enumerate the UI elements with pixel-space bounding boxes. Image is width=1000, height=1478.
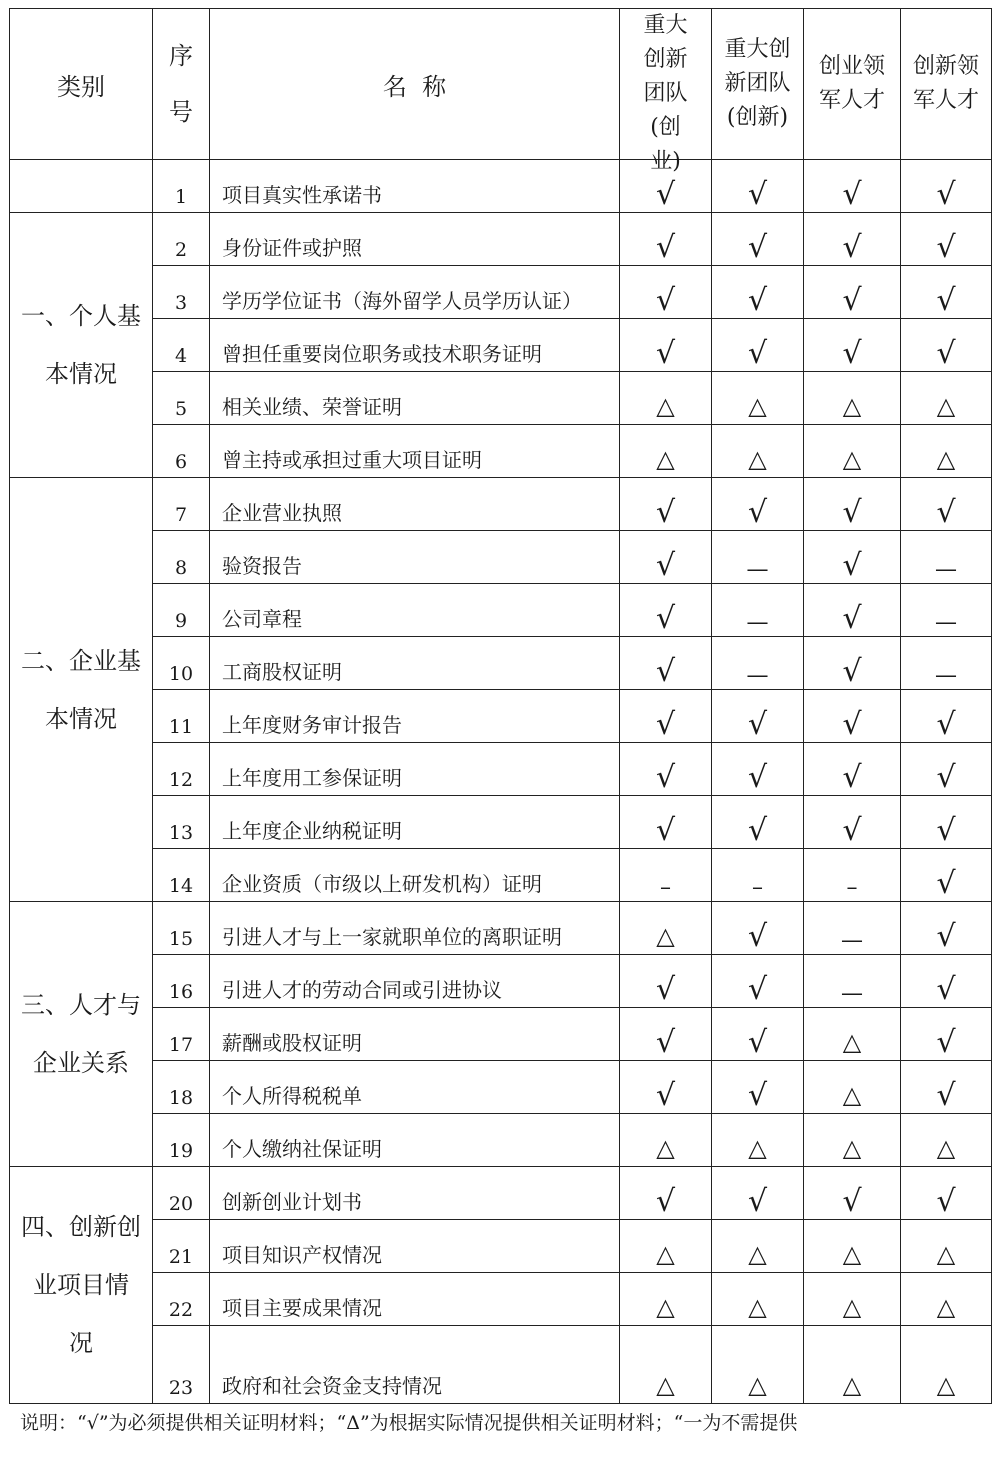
table-row (10, 213, 992, 266)
required-check-mark: √ (712, 319, 804, 372)
required-check-mark: √ (901, 690, 992, 743)
required-check-mark: √ (620, 531, 712, 584)
table-row (10, 849, 992, 902)
document-name: 引进人才的劳动合同或引进协议 (210, 955, 620, 1008)
not-required-dash-mark: — (712, 584, 804, 637)
row-number: 2 (153, 213, 210, 266)
header-line: 军人才 (818, 88, 885, 113)
document-name: 工商股权证明 (210, 637, 620, 690)
optional-triangle-mark: △ (620, 425, 712, 478)
row-number: 22 (153, 1273, 210, 1326)
table-row (10, 1008, 992, 1061)
header-number (153, 9, 210, 160)
required-check-mark: √ (620, 584, 712, 637)
row-number: 8 (153, 531, 210, 584)
header-line: (创 (650, 115, 681, 140)
row-number: 1 (153, 160, 210, 213)
required-check-mark: √ (901, 478, 992, 531)
required-check-mark: √ (901, 266, 992, 319)
optional-triangle-mark: △ (712, 1220, 804, 1273)
category-cell (10, 478, 153, 902)
required-check-mark: √ (712, 743, 804, 796)
document-name: 个人所得税税单 (210, 1061, 620, 1114)
header-number-line: 号 (169, 98, 193, 126)
table-row (10, 1326, 992, 1404)
header-category: 类别 (10, 9, 153, 160)
row-number: 5 (153, 372, 210, 425)
document-name: 曾主持或承担过重大项目证明 (210, 425, 620, 478)
table-row (10, 902, 992, 955)
required-check-mark: √ (620, 213, 712, 266)
required-check-mark: √ (620, 690, 712, 743)
table-row (10, 425, 992, 478)
row-number: 12 (153, 743, 210, 796)
document-name: 企业营业执照 (210, 478, 620, 531)
document-name: 验资报告 (210, 531, 620, 584)
header-line: 创新领 (912, 54, 979, 79)
header-line: 业) (650, 149, 681, 174)
document-name: 创新创业计划书 (210, 1167, 620, 1220)
required-check-mark: √ (901, 1167, 992, 1220)
required-check-mark: √ (901, 902, 992, 955)
optional-triangle-mark: △ (712, 1273, 804, 1326)
optional-triangle-mark: △ (901, 425, 992, 478)
required-check-mark: √ (901, 1008, 992, 1061)
required-check-mark: √ (620, 1167, 712, 1220)
not-required-dash-mark: — (804, 955, 901, 1008)
not-required-dash-mark: – (620, 849, 712, 902)
required-check-mark: √ (712, 1061, 804, 1114)
required-check-mark: √ (804, 690, 901, 743)
table-row (10, 160, 992, 213)
not-required-dash-mark: — (901, 584, 992, 637)
table-row (10, 637, 992, 690)
optional-triangle-mark: △ (804, 1061, 901, 1114)
optional-triangle-mark: △ (901, 1273, 992, 1326)
optional-triangle-mark: △ (712, 425, 804, 478)
not-required-dash-mark: — (901, 531, 992, 584)
required-check-mark: √ (712, 266, 804, 319)
document-name: 个人缴纳社保证明 (210, 1114, 620, 1167)
row-number: 23 (153, 1326, 210, 1404)
required-check-mark: √ (620, 1061, 712, 1114)
required-check-mark: √ (712, 796, 804, 849)
table-row (10, 690, 992, 743)
required-check-mark: √ (804, 478, 901, 531)
optional-triangle-mark: △ (620, 1273, 712, 1326)
document-name: 上年度企业纳税证明 (210, 796, 620, 849)
document-name: 曾担任重要岗位职务或技术职务证明 (210, 319, 620, 372)
header-line: 新团队 (724, 71, 791, 96)
optional-triangle-mark: △ (804, 1326, 901, 1404)
optional-triangle-mark: △ (901, 1114, 992, 1167)
header-line: 军人才 (912, 88, 979, 113)
header-major-team-startup (620, 9, 712, 174)
required-check-mark: √ (901, 319, 992, 372)
required-check-mark: √ (901, 955, 992, 1008)
row-number: 21 (153, 1220, 210, 1273)
required-check-mark: √ (804, 531, 901, 584)
table-row (10, 266, 992, 319)
required-check-mark: √ (620, 478, 712, 531)
category-cell (10, 902, 153, 1167)
table-row (10, 743, 992, 796)
required-check-mark: √ (804, 1167, 901, 1220)
required-check-mark: √ (901, 743, 992, 796)
required-check-mark: √ (901, 160, 992, 213)
document-name: 公司章程 (210, 584, 620, 637)
header-row (10, 9, 992, 160)
table-row (10, 1061, 992, 1114)
not-required-dash-mark: – (804, 849, 901, 902)
header-number-line: 序 (169, 42, 193, 70)
table-row (10, 478, 992, 531)
document-name: 学历学位证书（海外留学人员学历认证） (210, 266, 620, 319)
optional-triangle-mark: △ (712, 1114, 804, 1167)
document-name: 引进人才与上一家就职单位的离职证明 (210, 902, 620, 955)
row-number: 11 (153, 690, 210, 743)
required-check-mark: √ (712, 213, 804, 266)
required-check-mark: √ (901, 796, 992, 849)
table-body (10, 160, 992, 1404)
required-check-mark: √ (804, 637, 901, 690)
row-number: 6 (153, 425, 210, 478)
header-startup-leader (804, 9, 901, 160)
optional-triangle-mark: △ (712, 1326, 804, 1404)
row-number: 17 (153, 1008, 210, 1061)
optional-triangle-mark: △ (804, 1008, 901, 1061)
category-label-line: 一、个人基 (21, 302, 141, 330)
required-check-mark: √ (901, 849, 992, 902)
required-check-mark: √ (712, 1008, 804, 1061)
category-cell (10, 213, 153, 478)
optional-triangle-mark: △ (620, 372, 712, 425)
document-name: 项目知识产权情况 (210, 1220, 620, 1273)
required-check-mark: √ (620, 637, 712, 690)
footnote: 说明：“√”为必须提供相关证明材料；“Δ”为根据实际情况提供相关证明材料；“一为不需提供 (20, 1412, 798, 1434)
category-cell (10, 160, 153, 213)
table-row (10, 372, 992, 425)
required-check-mark: √ (804, 160, 901, 213)
header-line: 团队 (643, 81, 688, 106)
table-row (10, 319, 992, 372)
optional-triangle-mark: △ (620, 902, 712, 955)
category-label-line: 本情况 (45, 704, 117, 733)
document-name: 薪酬或股权证明 (210, 1008, 620, 1061)
required-check-mark: √ (804, 796, 901, 849)
row-number: 9 (153, 584, 210, 637)
row-number: 3 (153, 266, 210, 319)
optional-triangle-mark: △ (620, 1220, 712, 1273)
row-number: 14 (153, 849, 210, 902)
optional-triangle-mark: △ (804, 372, 901, 425)
header-line: 创新 (643, 47, 688, 72)
table-row (10, 796, 992, 849)
row-number: 10 (153, 637, 210, 690)
header-line: 创业领 (818, 54, 885, 79)
required-check-mark: √ (620, 1008, 712, 1061)
required-check-mark: √ (712, 690, 804, 743)
required-check-mark: √ (804, 743, 901, 796)
required-check-mark: √ (901, 213, 992, 266)
table-row (10, 955, 992, 1008)
category-label-line: 本情况 (45, 360, 117, 388)
not-required-dash-mark: — (712, 637, 804, 690)
document-name: 项目真实性承诺书 (210, 160, 620, 213)
required-check-mark: √ (804, 319, 901, 372)
table-row (10, 1167, 992, 1220)
optional-triangle-mark: △ (620, 1326, 712, 1404)
not-required-dash-mark: — (804, 902, 901, 955)
optional-triangle-mark: △ (804, 1220, 901, 1273)
row-number: 15 (153, 902, 210, 955)
required-check-mark: √ (901, 1061, 992, 1114)
optional-triangle-mark: △ (901, 372, 992, 425)
table-row (10, 1273, 992, 1326)
required-check-mark: √ (620, 743, 712, 796)
category-label-line: 业项目情 (33, 1271, 129, 1299)
row-number: 13 (153, 796, 210, 849)
table-row (10, 531, 992, 584)
row-number: 16 (153, 955, 210, 1008)
category-cell (10, 1167, 153, 1404)
required-check-mark: √ (712, 955, 804, 1008)
document-name: 政府和社会资金支持情况 (210, 1326, 620, 1404)
optional-triangle-mark: △ (804, 1114, 901, 1167)
document-name: 身份证件或护照 (210, 213, 620, 266)
category-label-line: 三、人才与 (21, 991, 141, 1019)
required-check-mark: √ (620, 319, 712, 372)
required-check-mark: √ (804, 266, 901, 319)
required-check-mark: √ (712, 902, 804, 955)
header-innovation-leader (901, 9, 992, 160)
optional-triangle-mark: △ (804, 425, 901, 478)
required-check-mark: √ (620, 955, 712, 1008)
not-required-dash-mark: — (712, 531, 804, 584)
category-label-line: 二、企业基 (21, 646, 141, 675)
document-name: 项目主要成果情况 (210, 1273, 620, 1326)
document-name: 相关业绩、荣誉证明 (210, 372, 620, 425)
row-number: 18 (153, 1061, 210, 1114)
required-check-mark: √ (620, 160, 712, 213)
optional-triangle-mark: △ (620, 1114, 712, 1167)
header-line: (创新) (726, 105, 789, 130)
not-required-dash-mark: – (712, 849, 804, 902)
document-name: 上年度财务审计报告 (210, 690, 620, 743)
document-name: 上年度用工参保证明 (210, 743, 620, 796)
row-number: 20 (153, 1167, 210, 1220)
required-check-mark: √ (712, 160, 804, 213)
header-name: 名 称 (210, 9, 620, 160)
row-number: 4 (153, 319, 210, 372)
required-check-mark: √ (620, 796, 712, 849)
optional-triangle-mark: △ (804, 1273, 901, 1326)
required-check-mark: √ (804, 213, 901, 266)
requirements-table (9, 8, 992, 1404)
document-name: 企业资质（市级以上研发机构）证明 (210, 849, 620, 902)
table-row (10, 584, 992, 637)
required-check-mark: √ (712, 478, 804, 531)
table-row (10, 1220, 992, 1273)
optional-triangle-mark: △ (901, 1220, 992, 1273)
optional-triangle-mark: △ (712, 372, 804, 425)
not-required-dash-mark: — (901, 637, 992, 690)
category-label-line: 况 (69, 1329, 93, 1357)
header-line: 重大 (643, 13, 688, 38)
optional-triangle-mark: △ (901, 1326, 992, 1404)
required-check-mark: √ (620, 266, 712, 319)
required-check-mark: √ (712, 1167, 804, 1220)
header-major-team-innovation (712, 9, 804, 160)
table-row (10, 1114, 992, 1167)
category-label-line: 四、创新创 (21, 1213, 141, 1241)
row-number: 7 (153, 478, 210, 531)
header-line: 重大创 (724, 37, 791, 62)
category-label-line: 企业关系 (33, 1049, 129, 1077)
row-number: 19 (153, 1114, 210, 1167)
required-check-mark: √ (804, 584, 901, 637)
